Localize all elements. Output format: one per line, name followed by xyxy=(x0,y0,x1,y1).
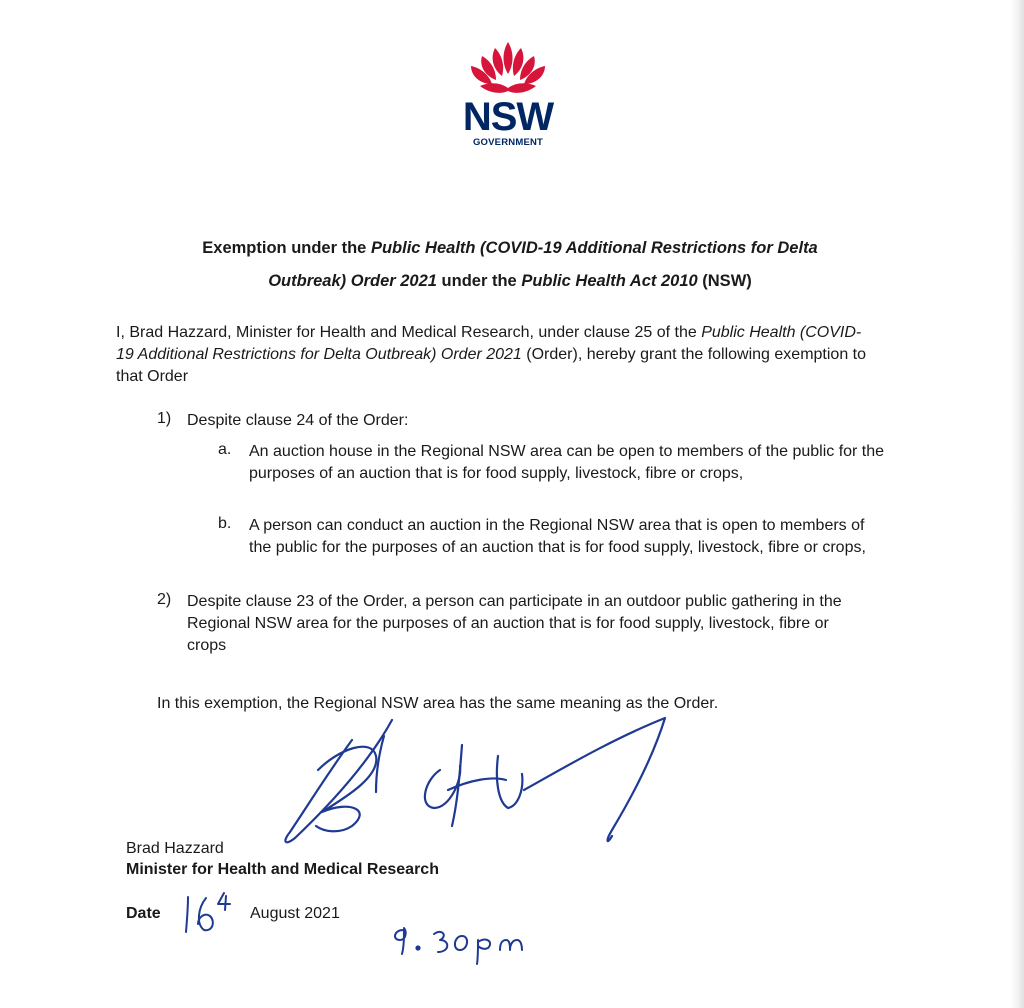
subitem-text: An auction house in the Regional NSW area can be open to members of the public for the purposes of an auction that is for food supply, livestock, fibre or crops, xyxy=(249,443,885,482)
item-text: Despite clause 23 of the Order, a person can participate in an outdoor public gathering in the Regional NSW area for the purposes of an auction that is for food supply, livestock, fibre or crops xyxy=(187,593,842,654)
subitem-letter: a. xyxy=(218,441,232,458)
logo-subtitle: GOVERNMENT xyxy=(472,137,544,148)
item-number: 2) xyxy=(157,591,172,608)
closing-statement: In this exemption, the Regional NSW area has the same meaning as the Order. xyxy=(157,695,719,712)
signer-role: Minister for Health and Medical Research xyxy=(126,861,439,878)
logo-wordmark: NSW xyxy=(462,95,554,139)
date-label: Date xyxy=(126,905,161,922)
title-line-2: Outbreak) Order 2021 under the Public Health Act 2010 (NSW) xyxy=(268,272,752,290)
date-month-year: August 2021 xyxy=(250,905,340,922)
title-line-1: Exemption under the Public Health (COVID-19 Additional Restrictions for Delta xyxy=(202,239,818,257)
intro-paragraph: I, Brad Hazzard, Minister for Health and Medical Research, under clause 25 of the Public Health (COVID-19 Additional Restrictions for Delta Outbreak) Order 2021 (Order), hereby grant the following exemption to that Order xyxy=(116,324,866,385)
signer-name: Brad Hazzard xyxy=(126,840,224,857)
subitem-letter: b. xyxy=(218,515,232,532)
item-number: 1) xyxy=(157,410,172,427)
page-edge-shadow xyxy=(1010,0,1024,1008)
subitem-text: A person can conduct an auction in the Regional NSW area that is open to members of the public for the purposes of an auction that is for food supply, livestock, fibre or crops, xyxy=(249,517,866,556)
item-text: Despite clause 24 of the Order: xyxy=(187,412,409,429)
